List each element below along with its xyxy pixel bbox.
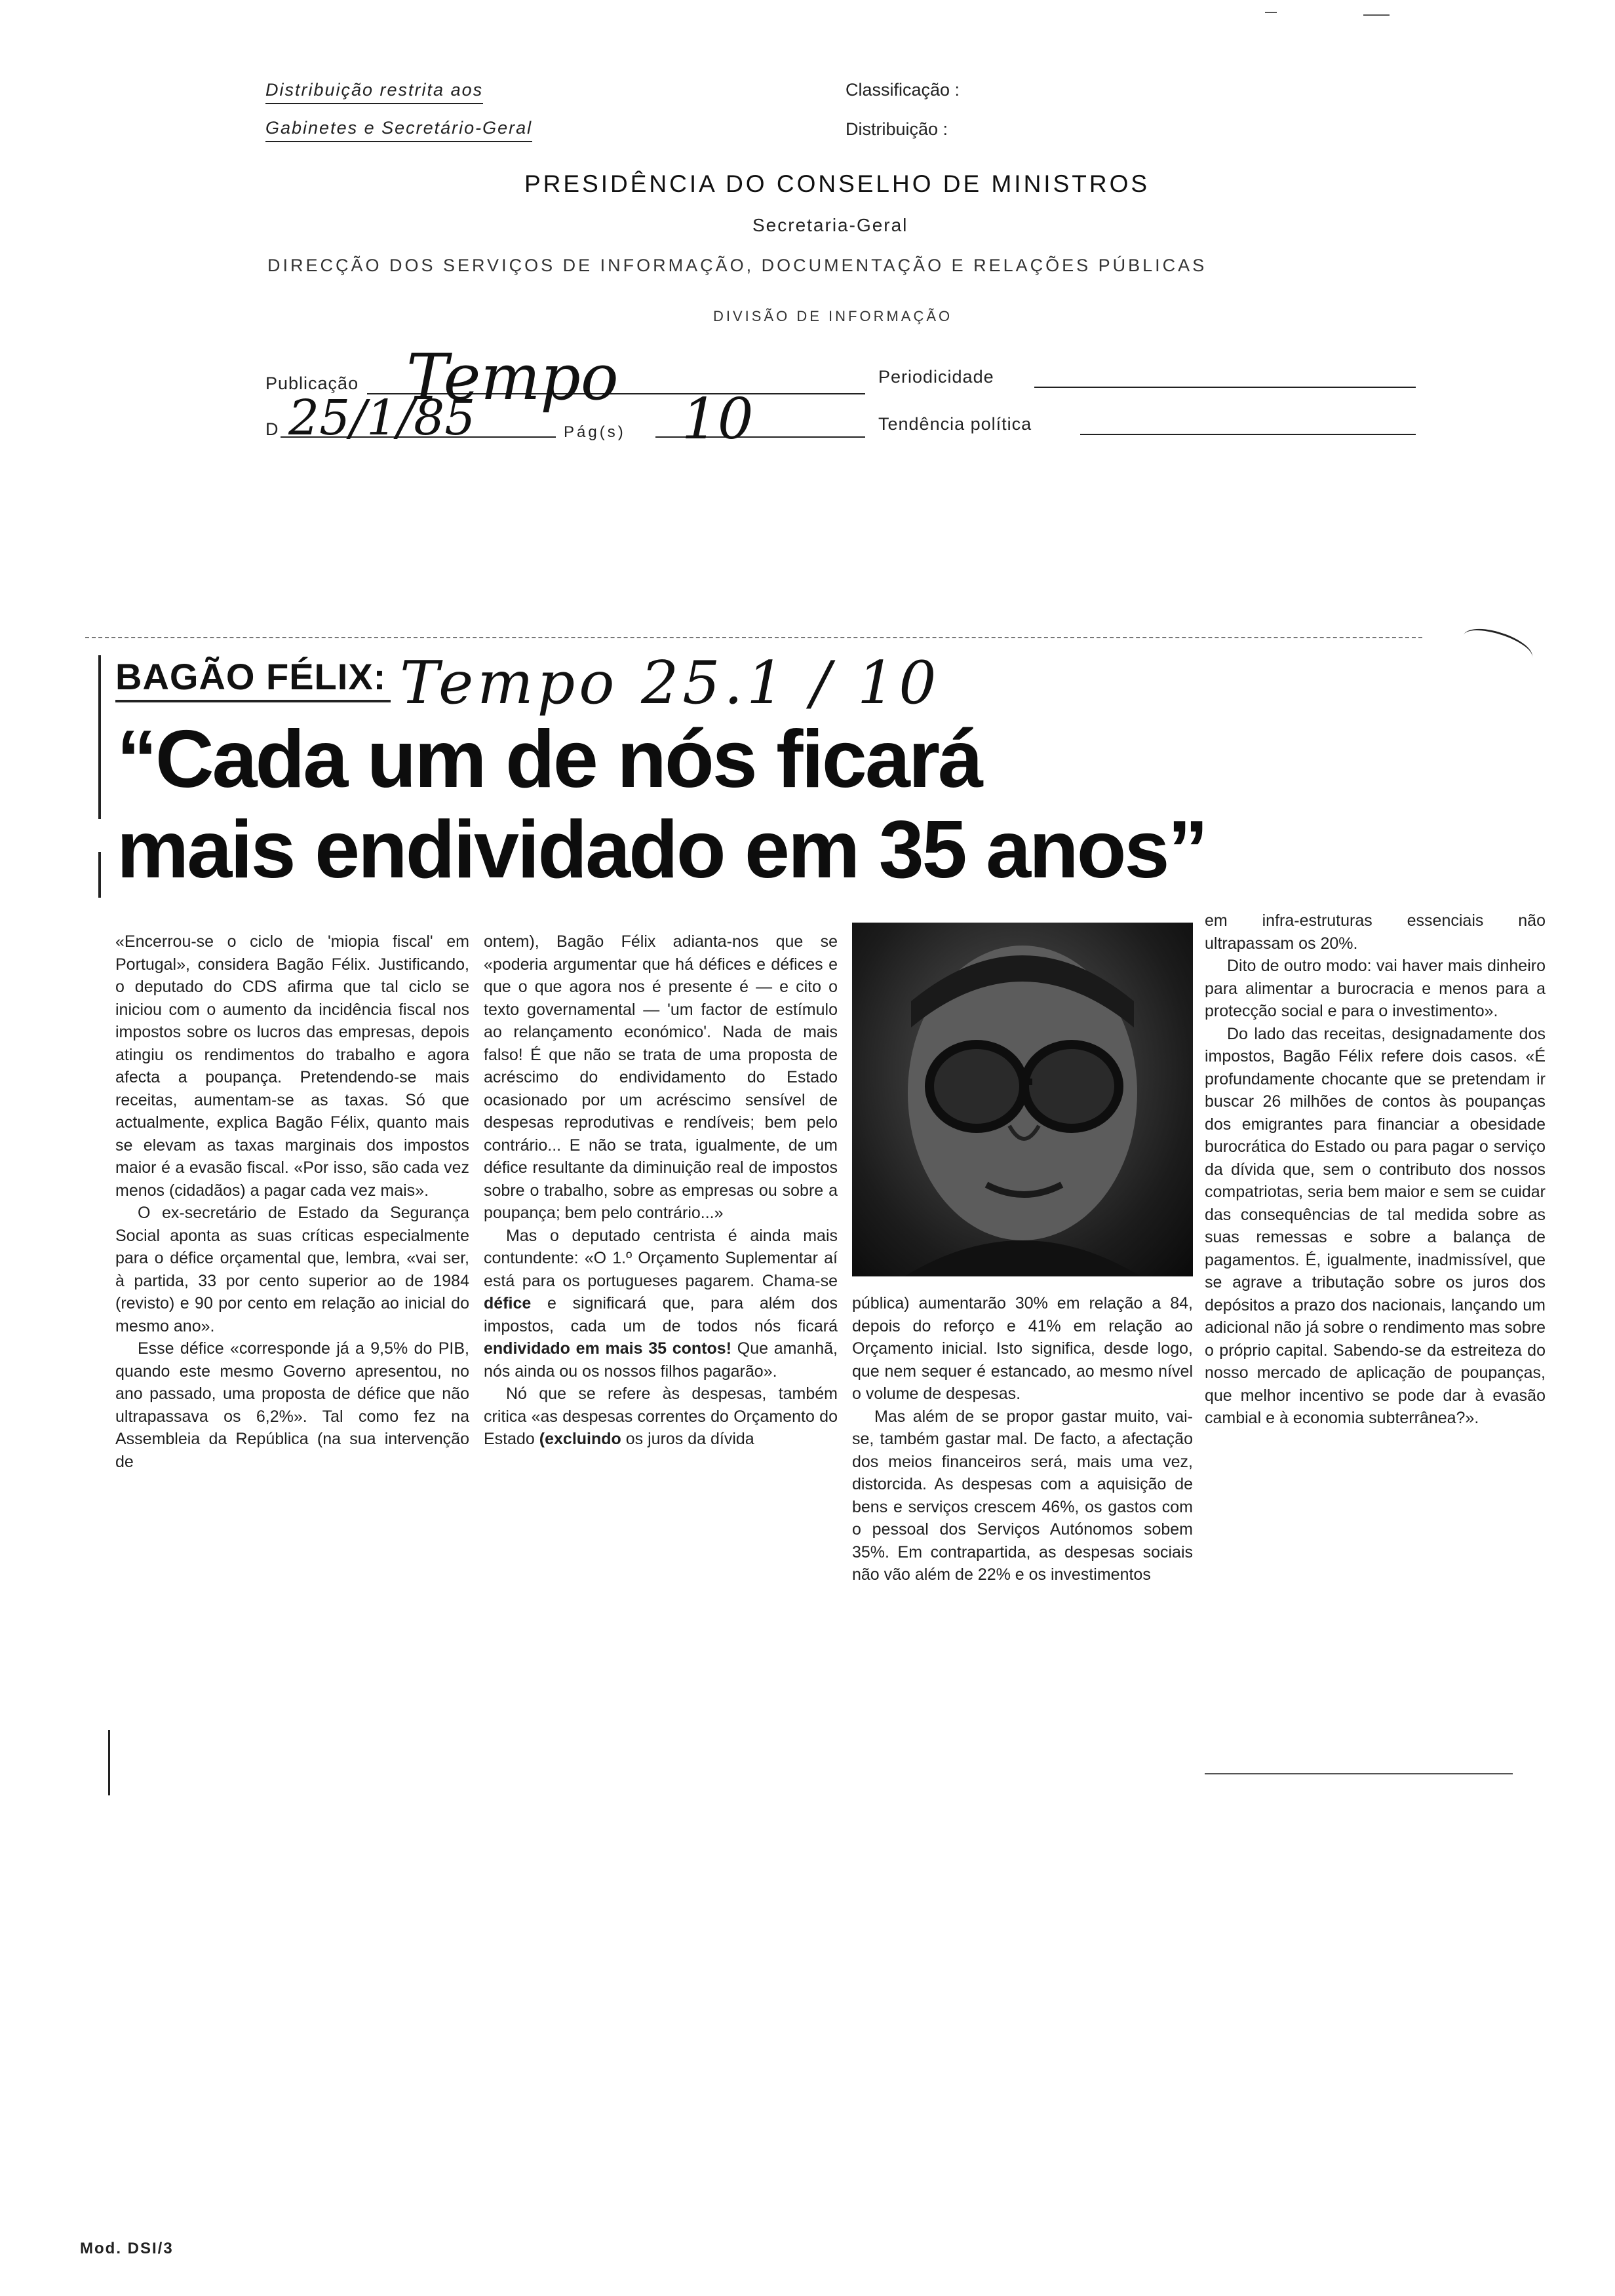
corner-mark — [1363, 14, 1390, 16]
col2-text: Que amanhã, nós ainda ou os nossos filhos pagarão». — [484, 1339, 838, 1381]
col1-paragraph: «Encerrou-se o ciclo de 'miopia fiscal' em Portugal», considera Bagão Félix. Justificando, o deputado do CDS afirma que tal ciclo se iniciou com o aumento da incidência fiscal nos impostos sobre os lucros das empresas, depois atingiu os rendimentos do trabalho e agora afecta a poupança. Pretendendo-se mais receitas, aumentam-se as taxas. Só que actualmente, explica Bagão Félix, quanto mais se elevam as taxas marginais dos impostos maior é a evasão fiscal. «Por isso, são cada vez menos (cidadãos) a pagar cada vez mais». — [115, 932, 469, 1200]
clipping-left-edge — [98, 852, 101, 898]
political-tendency-field-line — [1080, 434, 1416, 435]
handwritten-clipping-note: Tempo 25.1 / 10 — [400, 649, 941, 718]
restricted-distribution-line1: Distribuição restrita aos — [265, 80, 483, 104]
periodicity-label: Periodicidade — [878, 367, 994, 387]
restricted-distribution-line2: Gabinetes e Secretário-Geral — [265, 118, 532, 142]
secretariat-subtitle: Secretaria-Geral — [752, 215, 908, 235]
portrait-illustration — [852, 923, 1193, 1276]
pages-handwritten-value: 10 — [682, 387, 754, 452]
clipping-left-edge — [98, 655, 101, 819]
pages-label: Pág(s) — [564, 423, 626, 441]
form-code: Mod. DSI/3 — [80, 2240, 174, 2257]
article-column-1 — [115, 930, 469, 1473]
clipping-top-edge — [85, 637, 1422, 638]
col2-paragraph — [484, 1383, 838, 1451]
political-tendency-label: Tendência política — [878, 414, 1032, 434]
col2-text: Nó que se refere às despesas, também critica «as despesas correntes do Orçamento do Estado — [484, 1385, 838, 1448]
col2-paragraph: ontem), Bagão Félix adianta-nos que se «poderia argumentar que há défices e défices e que o que agora nos é presente é — e cito o texto governamental — 'um factor de estímulo ao relançamento económico'. Nada de mais falso! É que não se trata de uma proposta de acréscimo do endividamento do Estado ocasionado por um acréscimo sensível de despesas reprodutivas e rendíveis; bem pelo contrário... E não se trata, igualmente, de um défice resultante da diminuição real de impostos sobre o trabalho, sobre as empresas ou sobre a poupança; bem pelo contrário...» — [484, 932, 838, 1222]
clipping-left-edge — [108, 1730, 110, 1795]
headline-line2: mais endividado em 35 anos” — [117, 805, 1207, 895]
bagao-felix-portrait-photo — [852, 923, 1193, 1276]
date-label: D — [265, 419, 279, 439]
distribution-label: Distribuição : — [846, 119, 948, 139]
date-handwritten-value: 25/1/85 — [288, 390, 476, 446]
article-column-2 — [484, 930, 838, 1451]
headline-line1: “Cada um de nós ficará — [117, 714, 982, 805]
col2-paragraph — [484, 1225, 838, 1383]
article-column-3 — [852, 1292, 1193, 1586]
kicker-underline — [115, 700, 391, 702]
col2-bold-text: défice — [484, 1294, 532, 1312]
col2-bold-text: endividado em mais 35 contos! — [484, 1339, 732, 1358]
col2-text: Mas o deputado centrista é ainda mais contundente: «O 1.º Orçamento Suplementar aí está para os portugueses pagarem. Chama-se — [484, 1226, 838, 1290]
col3-paragraph: pública) aumentarão 30% em relação a 84, depois do reforço e 41% em relação ao Orçamento inicial. Isto significa, desde logo, que nem sequer é estancado, ao mesmo nível o volume de despesas. — [852, 1294, 1193, 1403]
classification-label: Classificação : — [846, 80, 960, 100]
publication-handwritten-value: Tempo — [406, 341, 619, 414]
col4-paragraph: em infra-estruturas essenciais não ultrapassam os 20%. — [1205, 911, 1546, 953]
col2-text: os juros da dívida — [621, 1430, 754, 1448]
department-name: DIRECÇÃO DOS SERVIÇOS DE INFORMAÇÃO, DOCUMENTAÇÃO E RELAÇÕES PÚBLICAS — [267, 256, 1207, 275]
clipping-bottom-edge — [1205, 1773, 1513, 1774]
col2-bold-text: (excluindo — [539, 1430, 621, 1448]
corner-mark — [1265, 12, 1277, 13]
col4-paragraph: Do lado das receitas, designadamente dos impostos, Bagão Félix refere dois casos. «É profundamente chocante que se pretendam ir buscar 26 milhões de contos às poupanças dos emigrantes para financiar a obesidade burocrática do Estado ou para pagar o serviço da dívida que, sem o contributo dos nossos compatriotas, seria bem maior e sem se cuidar das consequências de tal medida sobre as suas remessas e sobre a balança de pagamentos. É, igualmente, inadmissível, que se agrave a tributação sobre os juros dos depósitos a prazo dos nacionais, lançando um adicional não já sobre o rendimento mas sobre o próprio capital. Sabendo-se da estreiteza do nosso mercado de aplicação de poupanças, que melhor incentivo se pode dar à evasão cambial e à economia subterrânea?». — [1205, 1024, 1546, 1427]
clipping-corner-curl — [1459, 622, 1536, 671]
col4-paragraph: Dito de outro modo: vai haver mais dinheiro para alimentar a burocracia e menos para a protecção social e para o investimento». — [1205, 957, 1546, 1020]
col3-paragraph: Mas além de se propor gastar muito, vai-se, também gastar mal. De facto, a afectação dos meios financeiros será, mais uma vez, distorcida. As despesas com a aquisição de bens e serviços crescem 46%, os gastos com o pessoal dos Serviços Autónomos sobem 35%. Em contrapartida, as despesas sociais não vão além de 22% e os investimentos — [852, 1407, 1193, 1584]
periodicity-field-line — [1034, 387, 1416, 388]
division-name: DIVISÃO DE INFORMAÇÃO — [713, 308, 953, 324]
col2-text: e significará que, para além dos impostos, cada um de todos nós ficará — [484, 1294, 838, 1335]
article-column-4 — [1205, 909, 1546, 1430]
publication-label: Publicação — [265, 373, 359, 393]
col1-paragraph: O ex-secretário de Estado da Segurança Social aponta as suas críticas especialmente para o défice orçamental que, lembra, «vai ser, à partida, 33 por cento superior ao de 1984 (revisto) e 90 por cento em relação ao inicial do mesmo ano». — [115, 1204, 469, 1335]
col1-paragraph: Esse défice «corresponde já a 9,5% do PIB, quando este mesmo Governo apresentou, no ano passado, uma proposta de défice que não ultrapassava os 6,2%». Tal como fez na Assembleia da República (na sua intervenção de — [115, 1339, 469, 1471]
organization-title: PRESIDÊNCIA DO CONSELHO DE MINISTROS — [524, 170, 1150, 197]
article-kicker: BAGÃO FÉLIX: — [115, 656, 387, 697]
